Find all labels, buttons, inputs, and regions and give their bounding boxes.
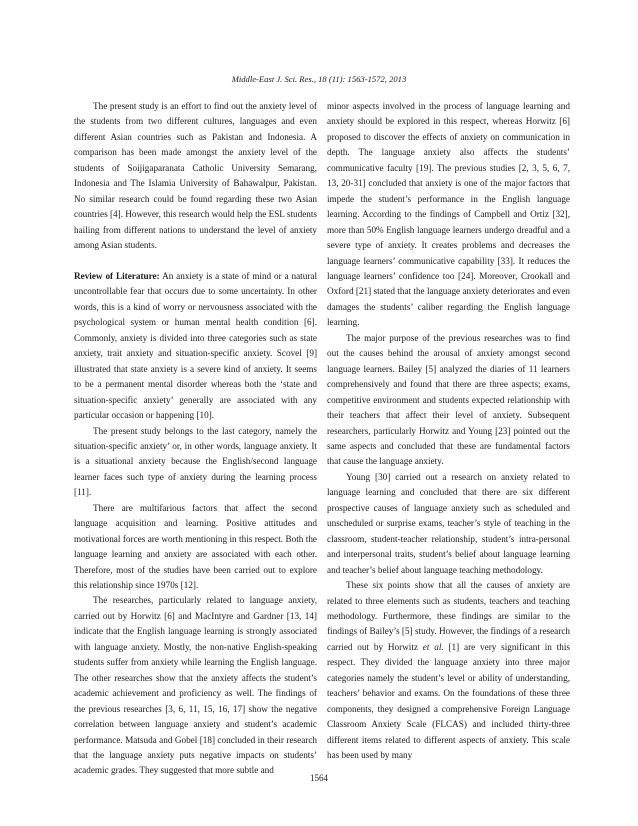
review-of-literature-paragraph (74, 269, 317, 424)
paragraph-text: [1] are very significant in this respect. They divided the language anxiety into three major categories namely the student’s level or ability of understanding, teachers’ behavior and exams. On the foundations of these three components, they designed a comprehensive Foreign Language Classroom Anxiety Scale (FLCAS) and included thirty-three different items related to different aspects of anxiety. This scale has been used by many (327, 641, 570, 761)
paragraph-text: These six points show that all the causes of anxiety are related to three elements such as students, teachers and teaching methodology. Furthermore, these findings are similar to the findings of Bailey’s [5] study. However, the findings of a research carried out by Horwitz (327, 580, 570, 652)
body-paragraph: Young [30] carried out a research on anxiety related to language learning and concluded that there are six different prospective causes of language anxiety such as scheduled and unscheduled or surprise exams, teacher’s style of teaching in the classroom, student-teacher relationship, student’s intra-personal and interpersonal traits, student’s belief about language learning and teacher’s belief about language teaching methodology. (327, 471, 570, 575)
intro-paragraph: The present study is an effort to find out the anxiety level of the students from two different cultures, languages and even different Asian countries such as Pakistan and Indonesia. A comparison has been made amongst the anxiety level of the students of Soijigaparanata Catholic University Semarang, Indonesia and The Islamia University of Bahawalpur, Pakistan. No similar research could be found regarding these two Asian countries [4]. However, this research would help the ESL students hailing from different nations to understand the level of anxiety among Asian students. (74, 101, 317, 251)
et-al-italic: et al. (422, 641, 444, 652)
body-paragraph: The major purpose of the previous researches was to find out the causes behind the arousal of anxiety amongst second language learners. Bailey [5] analyzed the diaries of 11 learners comprehensively and found that there are three aspects; exams, competitive environment and students expected relationship with their teachers that affect their level of anxiety. Subsequent researchers, particularly Horwitz and Young [23] pointed out the same aspects and concluded that these are fundamental factors that cause the language anxiety. (327, 332, 570, 467)
section-heading: Review of Literature: (74, 270, 160, 281)
body-paragraph: The researches, particularly related to language anxiety, carried out by Horwitz [6] and MacIntyre and Gardner [13, 14] indicate that the English language learning is strongly associated with language anxiety. Mostly, the non-native English-speaking students suffer from anxiety while learning the English language. The other researches show that the anxiety affects the student’s academic achievement and proficiency as well. The findings of the previous researches [3, 6, 11, 15, 16, 17] show the negative correlation between language anxiety and student’s academic performance. Matsuda and Gobel [18] concluded in their research that the language anxiety puts negative impacts on students’ academic grades. They suggested that more subtle and (74, 595, 317, 776)
body-paragraph (327, 578, 570, 763)
review-text: An anxiety is a state of mind or a natural uncontrollable fear that occurs due to some uncertainty. In other words, this is a kind of worry or nervousness associated with the psychological system or human mental health condition [6]. Commonly, anxiety is divided into three categories such as state anxiety, trait anxiety and situation-specific anxiety. Scovel [9] illustrated that state anxiety is a severe kind of anxiety. It seems to be a permanent mental disorder whereas both the ‘state and situation-specific anxiety’ generally are associated with any particular occasion or happening [10]. (74, 270, 318, 421)
page-number: 1564 (310, 773, 328, 783)
continued-paragraph: minor aspects involved in the process of language learning and anxiety should be explored in this respect, whereas Horwitz [6] proposed to discover the effects of anxiety on communication in depth. The language anxiety also affects the students’ communicative faculty [19]. The previous studies [2, 3, 5, 6, 7, 13, 20-31] concluded that anxiety is one of the major factors that impede the student’s performance in the English language learning. According to the findings of Campbell and Ortiz [32], more than 50% English language learners undergo dreadful and a severe type of anxiety. It creates problems and decreases the language learners’ communicative capability [33]. It reduces the language learners’ confidence too [24]. Moreover, Crookall and Oxford [21] stated that the language anxiety deteriorates and even damages the students’ caliber regarding the English language learning. (327, 101, 570, 328)
left-column (74, 99, 317, 779)
paragraph-gap (74, 254, 317, 269)
body-paragraph: The present study belongs to the last category, namely the situation-specific anxiety’ or, in other words, language anxiety. It is a situational anxiety because the English/second language learner faces such type of anxiety during the learning process [11]. (74, 425, 317, 498)
right-column (327, 99, 570, 763)
running-header: Middle-East J. Sci. Res., 18 (11): 1563-1572, 2013 (231, 74, 407, 84)
body-paragraph: There are multifarious factors that affect the second language acquisition and learning. Positive attitudes and motivational forces are worth mentioning in this respect. Both the language learning and anxiety are associated with each other. Therefore, most of the studies have been carried out to explore this relationship since 1970s [12]. (74, 502, 317, 591)
